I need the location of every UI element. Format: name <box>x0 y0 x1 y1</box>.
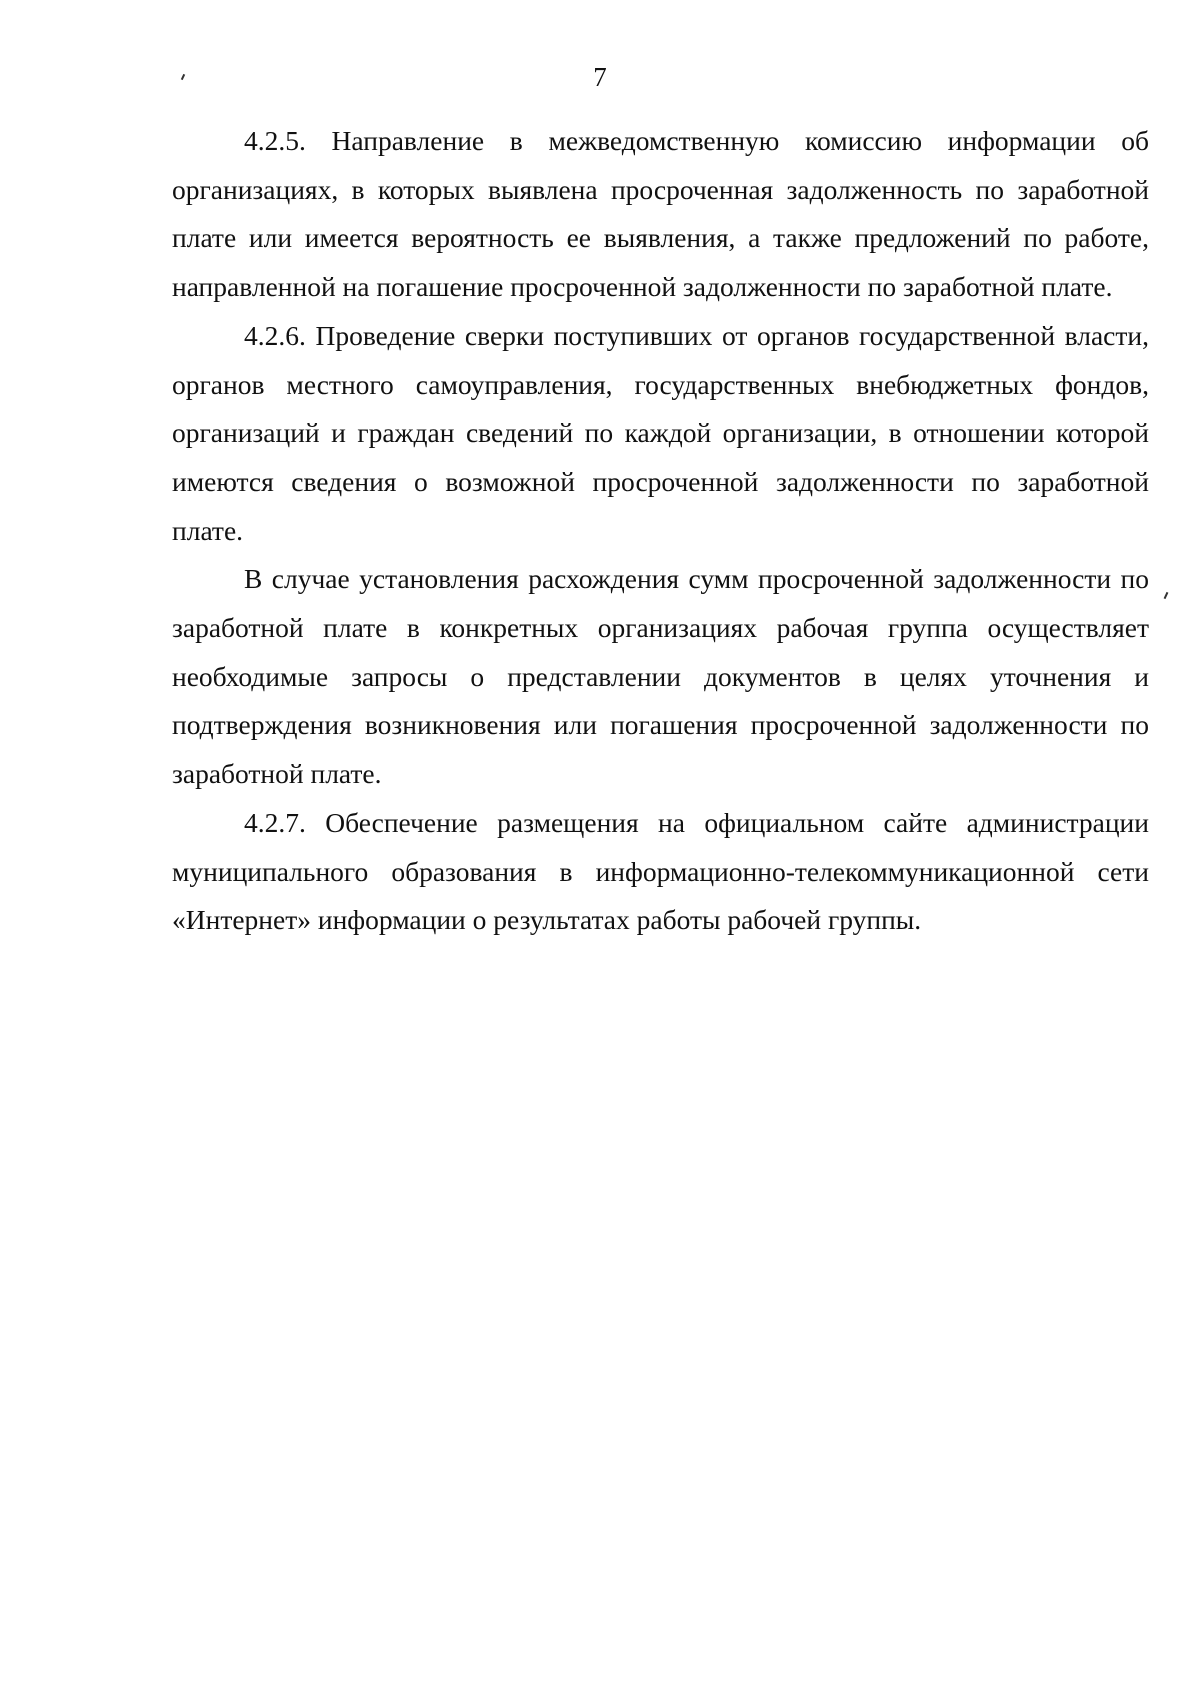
document-body <box>172 117 1149 945</box>
paragraph-4-2-6: 4.2.6. Проведение сверки поступивших от органов государственной власти, органов местного самоуправления, государственных внебюджетных фондов, организаций и граждан сведений по каждой организации, в отношении которой имеются сведения о возможной просроченной задолженности по заработной плате. <box>172 319 1149 546</box>
paragraph-4-2-7: 4.2.7. Обеспечение размещения на официальном сайте администрации муниципального образования в информационно-телекоммуникационной сети «Интернет» информации о результатах работы рабочей группы. <box>172 806 1149 936</box>
paragraph-discrepancy: В случае установления расхождения сумм просроченной задолженности по заработной плате в конкретных организациях рабочая группа осуществляет необходимые запросы о представлении документов в целях уточнения и подтверждения возникновения или погашения просроченной задолженности по заработной плате. <box>172 563 1149 790</box>
scan-mark <box>1164 592 1169 599</box>
page-number: 7 <box>593 62 607 92</box>
paragraph-4-2-5: 4.2.5. Направление в межведомственную комиссию информации об организациях, в которых выявлена просроченная задолженность по заработной плате или имеется вероятность ее выявления, а также предложений по работе, направленной на погашение просроченной задолженности по заработной плате. <box>172 125 1149 303</box>
